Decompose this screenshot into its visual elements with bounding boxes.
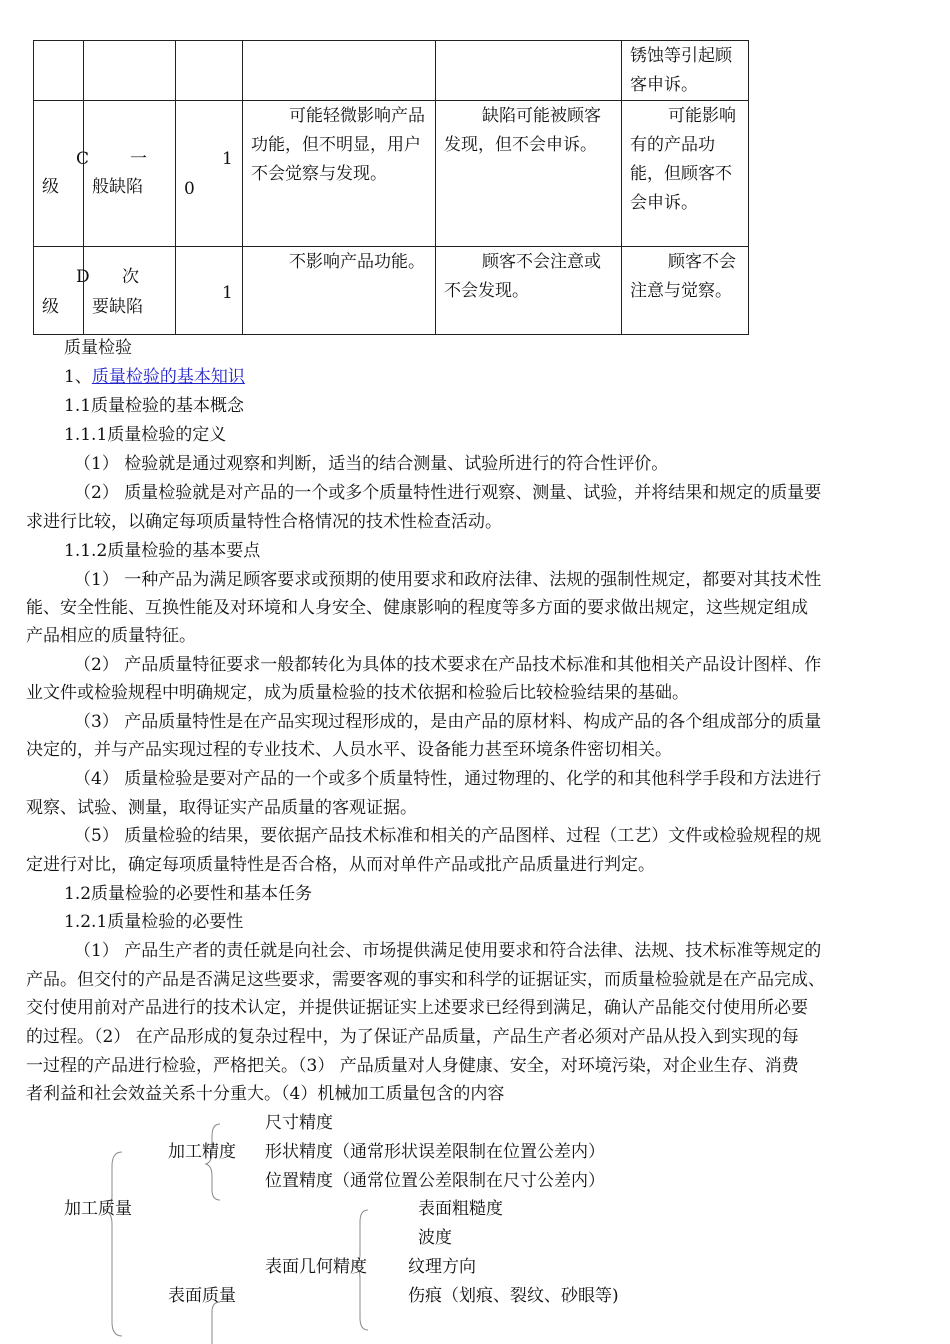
section-heading: 质量检验 [64, 338, 132, 358]
paragraph-line: （2） 产品质量特征要求一般都转化为具体的技术要求在产品技术标准和其他相关产品设计图样、作 [74, 655, 822, 675]
defect-type-part1: 次 [122, 267, 139, 287]
paragraph-line: （1） 一种产品为满足顾客要求或预期的使用要求和政府法律、法规的强制性规定，都要对其技术性 [74, 570, 822, 590]
section-1-number: 1、 [64, 367, 92, 387]
tree-leaf: 尺寸精度 [265, 1113, 333, 1133]
section-1-link[interactable]: 质量检验的基本知识 [91, 367, 245, 387]
paragraph-line: （3） 产品质量特性是在产品实现过程形成的，是由产品的原材料、构成产品的各个组成部分的质量 [74, 712, 822, 732]
paragraph-line: （1） 检验就是通过观察和判断，适当的结合测量、试验所进行的符合性评价。 [74, 454, 669, 474]
paragraph-line: 交付使用前对产品进行的技术认定，并提供证据证实上述要求已经得到满足，确认产品能交付使用所必要 [26, 998, 808, 1018]
paragraph-line: 决定的，并与产品实现过程的专业技术、人员水平、设备能力甚至环境条件密切相关。 [26, 740, 672, 760]
effect-cell: 锈蚀等引起顾客申诉。 [630, 46, 732, 95]
score: 1 [222, 283, 233, 303]
score-part1: 1 [222, 149, 233, 169]
grade-letter: D [76, 267, 90, 287]
customer-notice: 缺陷可能被顾客发现，但不会申诉。 [444, 106, 601, 155]
score-part2: 0 [184, 179, 195, 199]
tree-leaf: 波度 [418, 1228, 452, 1248]
paragraph-line: （1） 产品生产者的责任就是向社会、市场提供满足使用要求和符合法律、法规、技术标准等规定的 [74, 941, 822, 961]
paragraph-line: 求进行比较，以确定每项质量特性合格情况的技术性检查活动。 [26, 512, 502, 532]
subheading-1-2-1: 1.2.1质量检验的必要性 [64, 912, 244, 932]
paragraph-line: 的过程。（2） 在产品形成的复杂过程中，为了保证产品质量，产品生产者必须对产品从投入到实现的每 [26, 1027, 799, 1047]
tree-branch-precision: 加工精度 [168, 1142, 236, 1162]
tree-root: 加工质量 [64, 1199, 132, 1219]
function-impact: 可能轻微影响产品功能，但不明显，用户不会觉察与发现。 [251, 106, 425, 184]
paragraph-line: 定进行对比，确定每项质量特性是否合格，从而对单件产品或批产品质量进行判定。 [26, 855, 655, 875]
effect-cell: 顾客不会注意与觉察。 [630, 252, 736, 301]
tree-leaf: 位置精度（通常位置公差限制在尺寸公差内） [265, 1171, 605, 1191]
grade-suffix: 级 [42, 297, 59, 317]
subheading-1-1-2: 1.1.2质量检验的基本要点 [64, 541, 261, 561]
tree-leaf: 纹理方向 [408, 1257, 476, 1277]
grade-letter: C [76, 149, 90, 169]
tree-leaf: 表面粗糙度 [418, 1199, 503, 1219]
grade-suffix: 级 [42, 177, 59, 197]
paragraph-line: （4） 质量检验是要对产品的一个或多个质量特性，通过物理的、化学的和其他科学手段和方法进行 [74, 769, 822, 789]
paragraph-line: 一过程的产品进行检验，严格把关。（3） 产品质量对人身健康、安全，对环境污染，对企业生存、消费 [26, 1056, 799, 1076]
tree-sub-branch: 表面几何精度 [265, 1257, 367, 1277]
tree-branch-surface: 表面质量 [168, 1286, 236, 1306]
function-impact: 不影响产品功能。 [289, 252, 425, 272]
paragraph-line: 产品相应的质量特征。 [26, 626, 196, 646]
effect-cell: 可能影响有的产品功能，但顾客不会申诉。 [630, 106, 736, 213]
paragraph-line: 产品。但交付的产品是否满足这些要求，需要客观的事实和科学的证据证实，而质量检验就是在产品完成、 [26, 970, 825, 990]
paragraph-line: 业文件或检验规程中明确规定，成为质量检验的技术依据和检验后比较检验结果的基础。 [26, 683, 689, 703]
customer-notice: 顾客不会注意或不会发现。 [444, 252, 601, 301]
paragraph-line: 者利益和社会效益关系十分重大。（4）机械加工质量包含的内容 [26, 1084, 505, 1104]
subheading-1-1-1: 1.1.1质量检验的定义 [64, 425, 227, 445]
subheading-1-1: 1.1质量检验的基本概念 [64, 396, 245, 416]
paragraph-line: 能、安全性能、互换性能及对环境和人身安全、健康影响的程度等多方面的要求做出规定，这些规定组成 [26, 598, 808, 618]
defect-type-part1: 一 [130, 149, 147, 169]
paragraph-line: 观察、试验、测量，取得证实产品质量的客观证据。 [26, 798, 417, 818]
root-brace [104, 1152, 122, 1336]
subheading-1-2: 1.2质量检验的必要性和基本任务 [64, 884, 313, 904]
paragraph-line: （2） 质量检验就是对产品的一个或多个质量特性进行观察、测量、试验，并将结果和规定的质量要 [74, 483, 822, 503]
defect-type-part2: 要缺陷 [92, 297, 143, 317]
paragraph-line: （5） 质量检验的结果，要依据产品技术标准和相关的产品图样、过程（工艺）文件或检验规程的规 [74, 826, 822, 846]
defect-type-part2: 般缺陷 [92, 177, 143, 197]
tree-leaf: 形状精度（通常形状误差限制在位置公差内） [265, 1142, 605, 1162]
tree-leaf: 伤痕（划痕、裂纹、砂眼等) [408, 1286, 619, 1306]
